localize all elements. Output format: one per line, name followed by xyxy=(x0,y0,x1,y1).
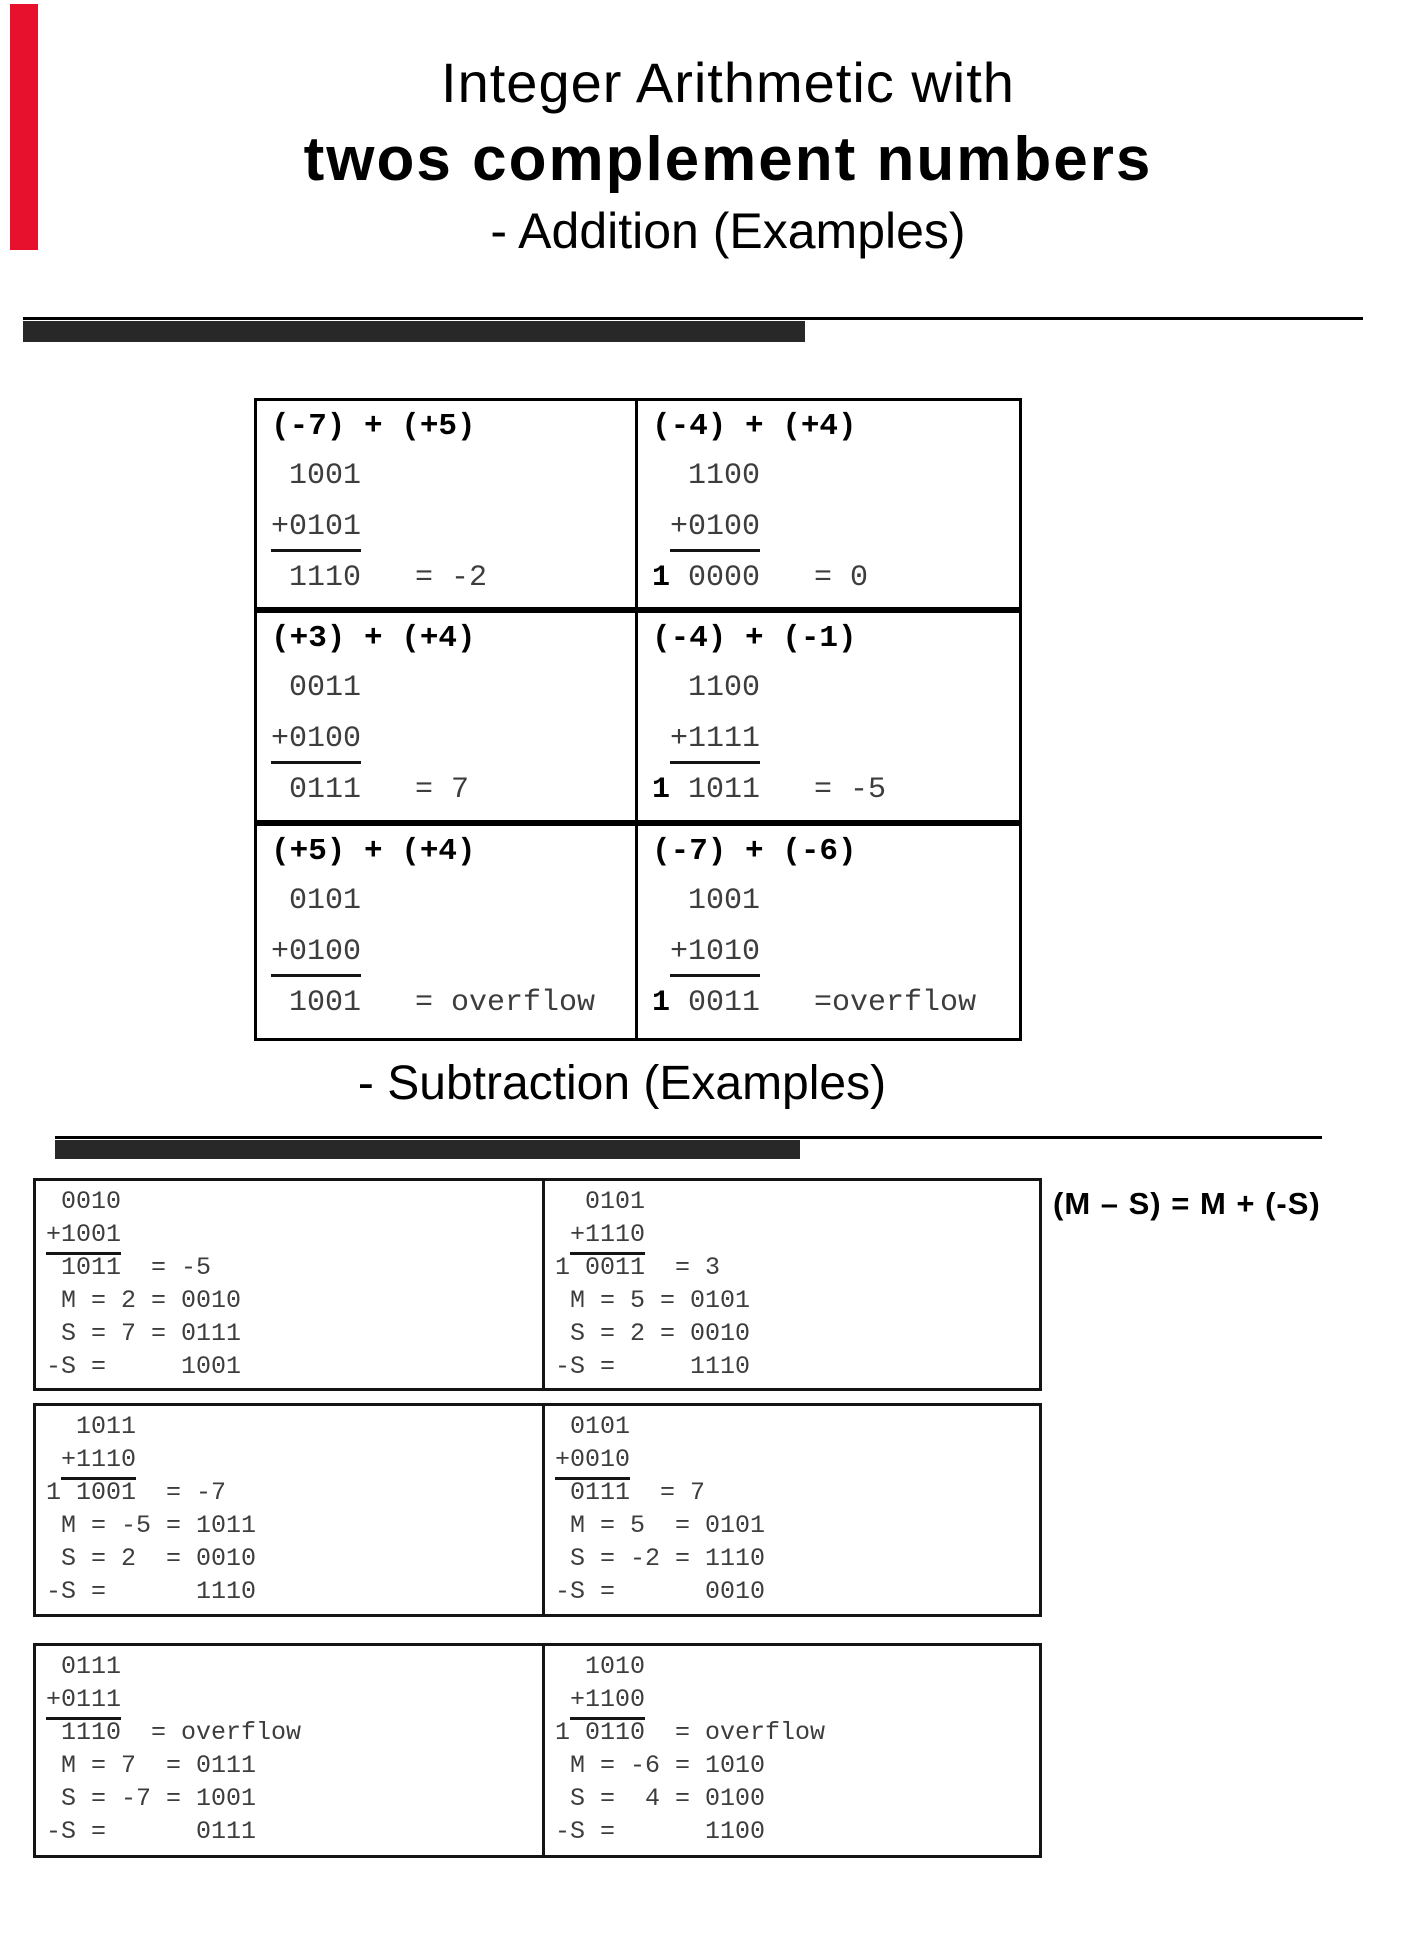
addition-cell-6 xyxy=(638,826,1019,1038)
sub-result-line: 1 1001 = -7 xyxy=(46,1478,227,1507)
minuend-line: M = 5 = 0101 xyxy=(555,1511,766,1540)
operand-2-underlined: +1001 xyxy=(46,1220,121,1255)
negated-subtrahend-line: -S = 0111 xyxy=(46,1817,257,1846)
result-text: 0011 =overflow xyxy=(670,985,977,1020)
addition-problem-header: (+3) + (+4) xyxy=(271,621,476,657)
result-text: 1110 = -2 xyxy=(271,561,488,595)
addition-operand-1: 0011 xyxy=(271,671,362,706)
title-line-1: Integer Arithmetic with xyxy=(441,51,1015,114)
carry-bit: 1 xyxy=(652,985,671,1020)
addition-problem-header: (-7) + (+5) xyxy=(271,409,476,444)
negated-subtrahend-line: -S = 1110 xyxy=(555,1352,751,1381)
addition-operand-1: 1100 xyxy=(652,671,761,706)
subtraction-cell-1-left xyxy=(36,1181,545,1388)
subtrahend-line: S = 4 = 0100 xyxy=(555,1784,766,1813)
subtraction-box-3 xyxy=(33,1643,1042,1858)
addition-problem-header: (+5) + (+4) xyxy=(271,833,476,869)
addition-result-line xyxy=(271,978,635,1029)
operand-2-indent xyxy=(652,510,670,544)
operand-2-underlined: +0100 xyxy=(271,722,361,764)
result-text: 0000 = 0 xyxy=(670,561,869,595)
addition-cell-1 xyxy=(257,401,638,613)
addition-operand-2 xyxy=(271,714,635,765)
subtraction-formula: (M – S) = M + (-S) xyxy=(1053,1186,1321,1221)
addition-divider-line xyxy=(23,317,1363,320)
minuend-line: M = 2 = 0010 xyxy=(46,1286,242,1315)
addition-operand-1: 1100 xyxy=(652,459,761,493)
result-text: 1001 = overflow xyxy=(271,985,596,1020)
minuend-line: M = 7 = 0111 xyxy=(46,1751,257,1780)
negated-subtrahend-line: -S = 1100 xyxy=(555,1817,766,1846)
subtrahend-line: S = 2 = 0010 xyxy=(46,1544,257,1573)
operand-2-underlined: +1110 xyxy=(570,1220,645,1255)
addition-result-line xyxy=(271,765,635,816)
sub-operand-2 xyxy=(555,1218,1039,1251)
sub-operand-1: 0101 xyxy=(555,1412,631,1441)
subtraction-box-1 xyxy=(33,1178,1042,1391)
sub-operand-1: 1011 xyxy=(46,1412,137,1441)
addition-operand-2 xyxy=(652,714,1019,765)
operand-2-underlined: +1110 xyxy=(61,1445,136,1480)
carry-bit: 1 xyxy=(652,773,671,808)
sub-operand-2 xyxy=(555,1683,1039,1716)
operand-2-underlined: +0100 xyxy=(670,510,760,552)
subtrahend-line: S = -7 = 1001 xyxy=(46,1784,257,1813)
result-text: 0111 = 7 xyxy=(271,773,470,808)
operand-2-underlined: +1010 xyxy=(670,935,760,977)
sub-operand-1: 0010 xyxy=(46,1187,122,1216)
addition-result-line xyxy=(652,765,1019,816)
sub-result-line: 1 0110 = overflow xyxy=(555,1718,826,1747)
subtraction-heading: - Subtraction (Examples) xyxy=(357,1057,887,1110)
addition-result-line xyxy=(652,553,1019,604)
subtraction-cell-2-left xyxy=(36,1406,545,1614)
operand-2-underlined: +0111 xyxy=(46,1685,121,1720)
addition-operand-1: 0101 xyxy=(271,883,362,918)
title-line-2: twos complement numbers xyxy=(303,125,1153,194)
sub-result-line: 1011 = -5 xyxy=(46,1253,212,1282)
carry-bit: 1 xyxy=(652,561,671,595)
addition-problem-header: (-4) + (+4) xyxy=(652,409,857,444)
addition-operand-2 xyxy=(652,927,1019,978)
subtraction-box-2 xyxy=(33,1403,1042,1617)
negated-subtrahend-line: -S = 0010 xyxy=(555,1577,766,1606)
subtrahend-line: S = 2 = 0010 xyxy=(555,1319,751,1348)
subtraction-cell-2-right xyxy=(545,1406,1039,1614)
operand-2-underlined: +1111 xyxy=(670,722,760,764)
result-text: 1011 = -5 xyxy=(670,773,887,808)
sub-operand-2 xyxy=(46,1443,542,1476)
negated-subtrahend-line: -S = 1110 xyxy=(46,1577,257,1606)
addition-cell-2 xyxy=(638,401,1019,613)
operand-2-indent xyxy=(555,1685,570,1714)
sub-result-line: 1110 = overflow xyxy=(46,1718,302,1747)
sub-result-line: 0111 = 7 xyxy=(555,1478,706,1507)
operand-2-underlined: +0101 xyxy=(271,510,361,552)
operand-2-indent xyxy=(652,935,670,969)
addition-result-line xyxy=(652,978,1019,1029)
addition-examples-table xyxy=(254,398,1022,1041)
sub-operand-2 xyxy=(555,1443,1039,1476)
operand-2-indent xyxy=(652,722,670,756)
addition-problem-header: (-4) + (-1) xyxy=(652,621,857,657)
operand-2-underlined: +1100 xyxy=(570,1685,645,1720)
subtraction-cell-3-left xyxy=(36,1646,545,1855)
addition-cell-3 xyxy=(257,613,638,825)
addition-cell-4 xyxy=(638,613,1019,825)
subtraction-cell-1-right xyxy=(545,1181,1039,1388)
addition-heading: - Addition (Examples) xyxy=(490,203,966,259)
operand-2-underlined: +0010 xyxy=(555,1445,630,1480)
subtrahend-line: S = -2 = 1110 xyxy=(555,1544,766,1573)
sub-operand-1: 0111 xyxy=(46,1652,122,1681)
operand-2-underlined: +0100 xyxy=(271,935,361,977)
subtraction-divider-bar xyxy=(55,1140,800,1159)
addition-result-line xyxy=(271,553,635,604)
subtraction-divider-line xyxy=(55,1136,1322,1139)
sub-operand-1: 1010 xyxy=(555,1652,646,1681)
red-accent-bar xyxy=(10,4,38,250)
addition-problem-header: (-7) + (-6) xyxy=(652,833,857,869)
addition-operand-2 xyxy=(652,502,1019,553)
sub-operand-2 xyxy=(46,1218,542,1251)
addition-divider-bar xyxy=(23,321,805,342)
minuend-line: M = -6 = 1010 xyxy=(555,1751,766,1780)
sub-operand-1: 0101 xyxy=(555,1187,646,1216)
addition-operand-1: 1001 xyxy=(271,459,362,493)
addition-cell-5 xyxy=(257,826,638,1038)
sub-result-line: 1 0011 = 3 xyxy=(555,1253,721,1282)
subtraction-cell-3-right xyxy=(545,1646,1039,1855)
negated-subtrahend-line: -S = 1001 xyxy=(46,1352,242,1381)
operand-2-indent xyxy=(46,1445,61,1474)
addition-operand-1: 1001 xyxy=(652,883,761,918)
operand-2-indent xyxy=(555,1220,570,1249)
addition-operand-2 xyxy=(271,927,635,978)
subtrahend-line: S = 7 = 0111 xyxy=(46,1319,242,1348)
addition-operand-2 xyxy=(271,502,635,553)
minuend-line: M = 5 = 0101 xyxy=(555,1286,751,1315)
sub-operand-2 xyxy=(46,1683,542,1716)
minuend-line: M = -5 = 1011 xyxy=(46,1511,257,1540)
